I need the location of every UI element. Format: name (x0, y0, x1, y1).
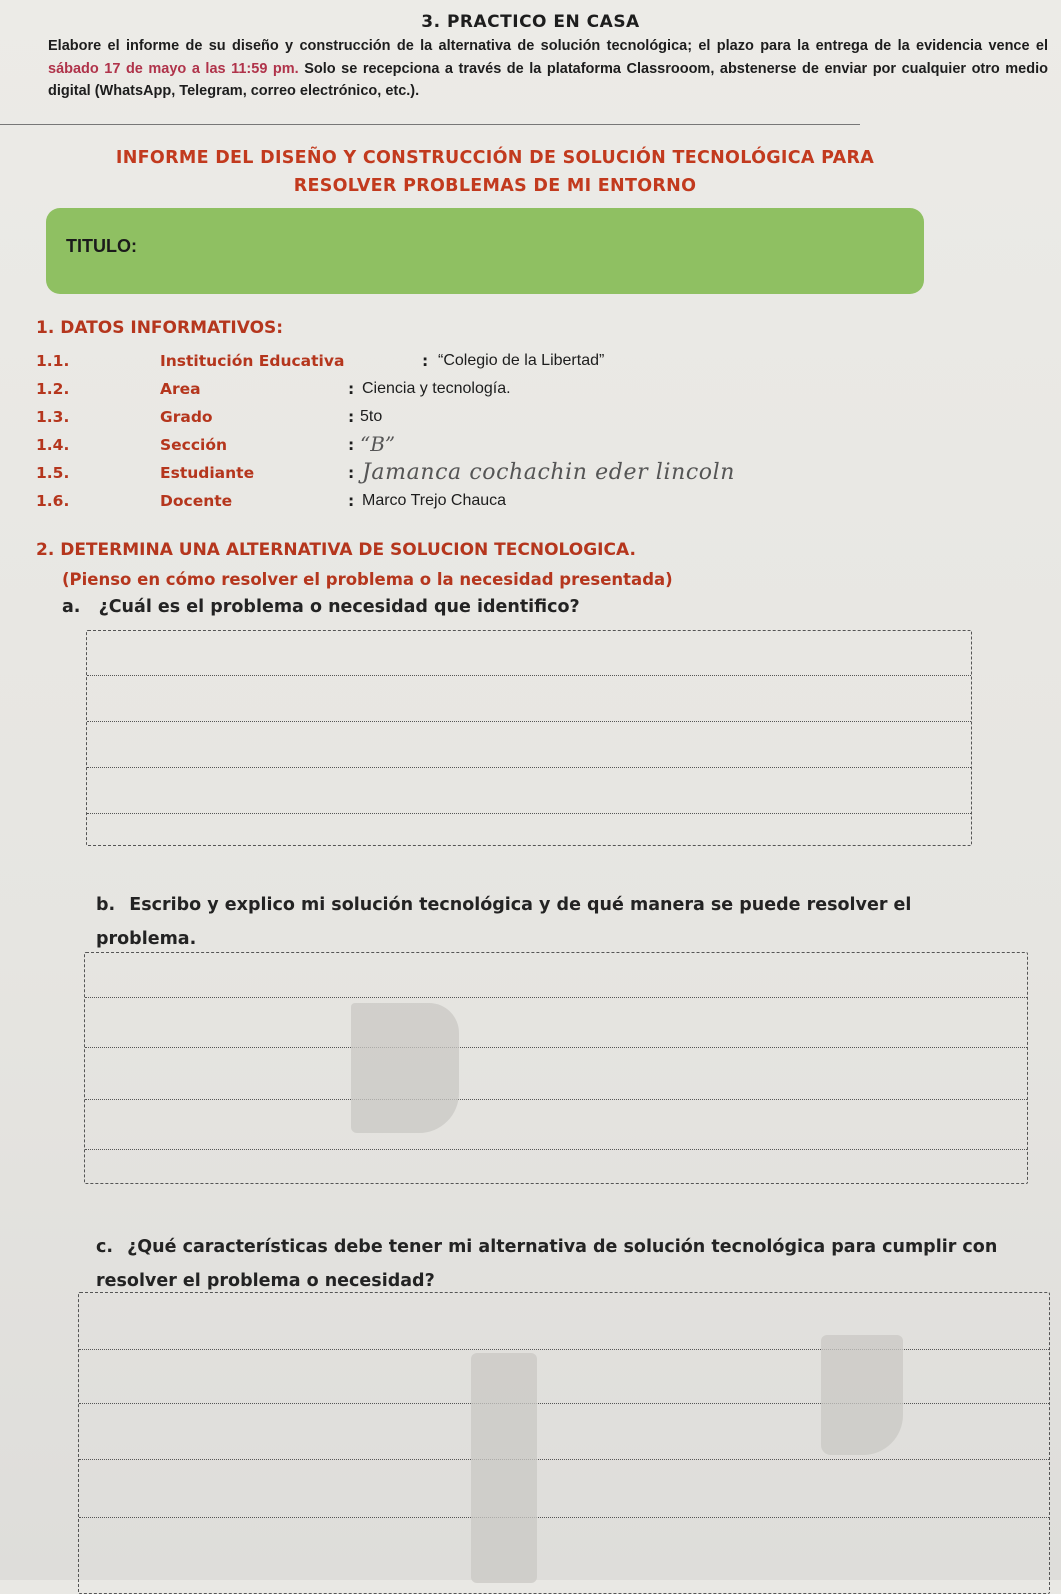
answer-line (87, 813, 971, 814)
row-value: 5to (360, 408, 383, 425)
row-value: “Colegio de la Libertad” (438, 352, 605, 369)
row-value-handwritten: “B” (360, 432, 396, 456)
answer-box-b[interactable] (84, 952, 1028, 1184)
answer-line (79, 1459, 1049, 1460)
instructions-paragraph (48, 35, 1048, 103)
section-heading: 3. PRACTICO EN CASA (421, 12, 640, 32)
row-label: Area (160, 380, 201, 398)
row-number: 1.5. (36, 464, 70, 482)
row-number: 1.2. (36, 380, 70, 398)
row-value-handwritten: Jamanca cochachin eder lincoln (362, 460, 736, 485)
row-colon: : (348, 464, 355, 482)
row-value: Marco Trejo Chauca (362, 492, 507, 509)
datos-row (36, 408, 996, 432)
datos-heading: 1. DATOS INFORMATIVOS: (36, 318, 284, 338)
eraser-smudge (471, 1353, 537, 1583)
row-label: Institución Educativa (160, 352, 345, 370)
datos-row (36, 492, 996, 516)
row-colon: : (348, 492, 355, 510)
titulo-label: TITULO: (66, 236, 137, 256)
question-text: ¿Qué características debe tener mi alternativa de solución tecnológica para cumplir con resolver el problema o necesidad? (96, 1237, 998, 1291)
row-label: Grado (160, 408, 213, 426)
row-label: Docente (160, 492, 233, 510)
answer-line (79, 1517, 1049, 1518)
datos-row (36, 432, 996, 460)
row-number: 1.6. (36, 492, 70, 510)
question-b (96, 888, 986, 956)
report-title (60, 144, 930, 200)
row-number: 1.3. (36, 408, 70, 426)
answer-line (85, 1047, 1027, 1048)
answer-line (87, 721, 971, 722)
row-colon: : (422, 352, 429, 370)
answer-line (79, 1349, 1049, 1350)
section2-subheading: (Pienso en cómo resolver el problema o la necesidad presentada) (62, 570, 673, 589)
row-colon: : (348, 380, 355, 398)
row-colon: : (348, 436, 355, 454)
answer-line (85, 1149, 1027, 1150)
datos-row (36, 460, 996, 488)
row-label: Estudiante (160, 464, 255, 482)
datos-row (36, 380, 996, 404)
answer-line (87, 767, 971, 768)
eraser-smudge (821, 1335, 903, 1455)
datos-row (36, 352, 996, 376)
eraser-smudge (351, 1003, 459, 1133)
row-value: Ciencia y tecnología. (362, 380, 511, 397)
question-letter: a. (62, 597, 81, 617)
deadline-text: sábado 17 de mayo a las 11:59 pm. (48, 60, 299, 77)
row-number: 1.4. (36, 436, 70, 454)
report-title-line-1: INFORME DEL DISEÑO Y CONSTRUCCIÓN DE SOLUCIÓN TECNOLÓGICA PARA (115, 148, 875, 168)
answer-line (87, 675, 971, 676)
question-a (62, 590, 962, 624)
row-number: 1.1. (36, 352, 70, 370)
answer-line (85, 997, 1027, 998)
answer-box-a[interactable] (86, 630, 972, 846)
titulo-field[interactable] (46, 208, 924, 294)
question-c (96, 1230, 1026, 1298)
question-letter: b. (96, 895, 116, 915)
section2-heading: 2. DETERMINA UNA ALTERNATIVA DE SOLUCION TECNOLOGICA. (36, 540, 636, 560)
instructions-text-2: Solo se recepciona a través de la plataforma Classrooom, abstenerse de enviar por cualquier otro medio digital (WhatsApp, Telegram, correo electrónico, etc.). (48, 60, 1048, 99)
report-title-line-2: RESOLVER PROBLEMAS DE MI ENTORNO (293, 176, 697, 196)
row-label: Sección (160, 436, 228, 454)
divider (0, 124, 860, 125)
question-text: ¿Cuál es el problema o necesidad que identifico? (98, 597, 580, 617)
question-text: Escribo y explico mi solución tecnológica y de qué manera se puede resolver el problema. (96, 895, 912, 949)
question-letter: c. (96, 1237, 114, 1257)
instructions-text-1: Elabore el informe de su diseño y construcción de la alternativa de solución tecnológica; el plazo para la entrega de la evidencia vence el (48, 38, 1048, 54)
answer-line (85, 1099, 1027, 1100)
answer-line (79, 1403, 1049, 1404)
row-colon: : (348, 408, 355, 426)
answer-box-c[interactable] (78, 1292, 1050, 1594)
